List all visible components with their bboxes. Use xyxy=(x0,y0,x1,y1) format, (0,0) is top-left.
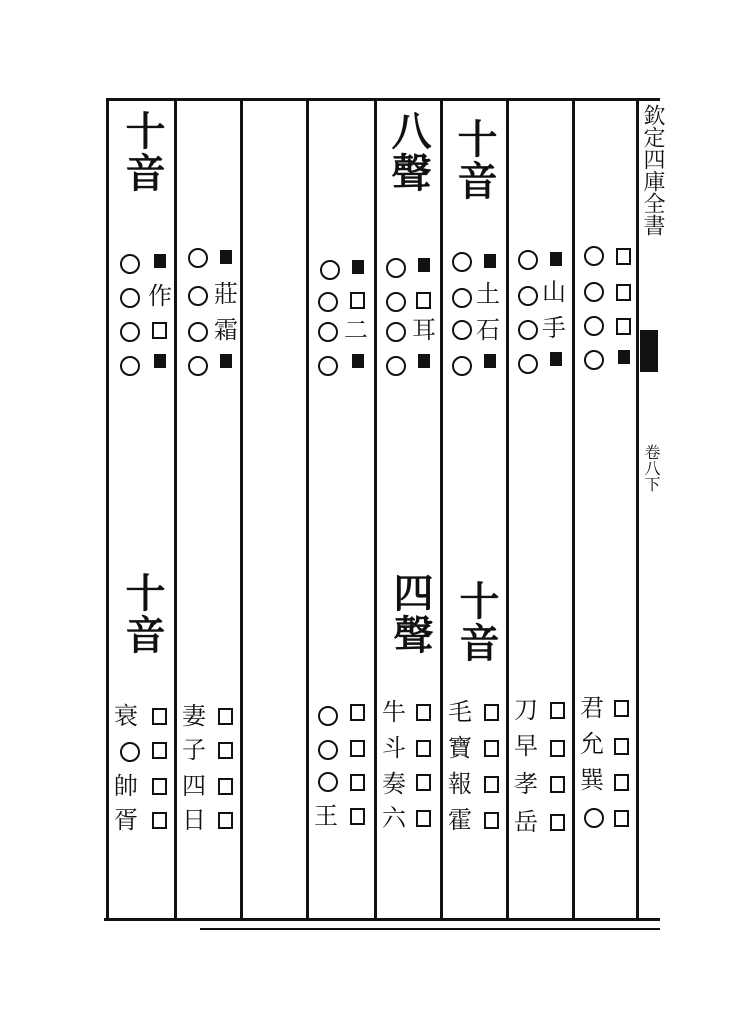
circle-mark xyxy=(386,322,406,342)
open-square xyxy=(350,740,365,757)
open-square xyxy=(152,778,167,795)
open-square xyxy=(614,774,629,791)
char: 石 xyxy=(476,316,500,344)
char: 二 xyxy=(344,316,368,344)
filled-square xyxy=(484,254,496,268)
open-square xyxy=(218,742,233,759)
open-square xyxy=(416,774,431,791)
open-square xyxy=(550,776,565,793)
open-square xyxy=(550,814,565,831)
char: 霜 xyxy=(214,316,238,344)
circle-mark xyxy=(584,316,604,336)
circle-mark xyxy=(120,322,140,342)
circle-mark xyxy=(320,260,340,280)
circle-mark xyxy=(120,254,140,274)
circle-mark xyxy=(518,286,538,306)
column-rule xyxy=(240,98,243,920)
char: 耳 xyxy=(412,316,436,344)
open-square xyxy=(416,704,431,721)
char: 山 xyxy=(542,278,566,306)
filled-square xyxy=(154,354,166,368)
open-square xyxy=(484,776,499,793)
char: 允 xyxy=(580,730,604,758)
char: 四 xyxy=(182,772,206,800)
char: 岳 xyxy=(514,808,538,836)
heading-col4-bottom: 四聲 xyxy=(387,572,434,656)
circle-mark xyxy=(318,322,338,342)
open-square xyxy=(616,248,631,265)
char: 衰 xyxy=(114,702,138,730)
filled-square xyxy=(550,252,562,266)
heading-col5-bottom: 十音 xyxy=(453,580,500,664)
open-square xyxy=(218,812,233,829)
char: 莊 xyxy=(214,280,238,308)
filled-square xyxy=(352,354,364,368)
circle-mark xyxy=(584,282,604,302)
open-square xyxy=(614,700,629,717)
char: 寶 xyxy=(448,734,472,762)
column-rule xyxy=(506,98,509,920)
open-square xyxy=(614,810,629,827)
circle-mark xyxy=(188,322,208,342)
heading-col5-top: 十音 xyxy=(451,118,498,202)
open-square xyxy=(416,810,431,827)
top-border xyxy=(108,98,660,101)
circle-mark xyxy=(318,706,338,726)
open-square xyxy=(152,742,167,759)
column-rule xyxy=(572,98,575,920)
open-square xyxy=(484,812,499,829)
circle-mark xyxy=(188,356,208,376)
open-square xyxy=(218,778,233,795)
column-rule xyxy=(306,98,309,920)
filled-square xyxy=(154,254,166,268)
volume-note: 卷八下 xyxy=(642,444,661,492)
open-square xyxy=(416,292,431,309)
filled-square xyxy=(418,258,430,272)
char: 早 xyxy=(514,732,538,760)
open-square xyxy=(484,740,499,757)
char: 毛 xyxy=(448,698,472,726)
char: 日 xyxy=(182,806,206,834)
circle-mark xyxy=(452,252,472,272)
char: 子 xyxy=(182,736,206,764)
column-rule xyxy=(106,98,109,920)
open-square xyxy=(152,812,167,829)
filled-square xyxy=(484,354,496,368)
circle-mark xyxy=(452,356,472,376)
circle-mark xyxy=(584,350,604,370)
column-rule xyxy=(374,98,377,920)
char: 報 xyxy=(448,770,472,798)
char: 六 xyxy=(382,804,406,832)
circle-mark xyxy=(120,742,140,762)
char: 王 xyxy=(314,802,338,830)
circle-mark xyxy=(584,246,604,266)
bottom-border-inner xyxy=(200,928,660,930)
circle-mark xyxy=(452,320,472,340)
char: 孝 xyxy=(514,770,538,798)
circle-mark xyxy=(188,248,208,268)
filled-square xyxy=(352,260,364,274)
char: 霍 xyxy=(448,806,472,834)
margin-title: 欽定四庫全書 xyxy=(640,104,665,236)
circle-mark xyxy=(386,356,406,376)
circle-mark xyxy=(518,354,538,374)
open-square xyxy=(350,774,365,791)
heading-col1-top: 十音 xyxy=(119,110,166,194)
bottom-border xyxy=(104,918,660,921)
heading-col1-bottom: 十音 xyxy=(119,572,166,656)
fishtail-mark xyxy=(640,330,658,372)
char: 刀 xyxy=(514,696,538,724)
circle-mark xyxy=(452,288,472,308)
filled-square xyxy=(220,250,232,264)
open-square xyxy=(550,740,565,757)
open-square xyxy=(152,708,167,725)
char: 妻 xyxy=(182,702,206,730)
circle-mark xyxy=(318,740,338,760)
circle-mark xyxy=(518,250,538,270)
char: 君 xyxy=(580,694,604,722)
circle-mark xyxy=(188,286,208,306)
open-square xyxy=(416,740,431,757)
circle-mark xyxy=(584,808,604,828)
open-square xyxy=(350,292,365,309)
char: 奏 xyxy=(382,770,406,798)
open-square xyxy=(616,318,631,335)
circle-mark xyxy=(386,292,406,312)
char: 巽 xyxy=(580,766,604,794)
char: 作 xyxy=(148,282,172,310)
char: 帥 xyxy=(114,772,138,800)
filled-square xyxy=(220,354,232,368)
circle-mark xyxy=(318,292,338,312)
char: 牛 xyxy=(382,698,406,726)
circle-mark xyxy=(386,258,406,278)
open-square xyxy=(614,738,629,755)
open-square xyxy=(350,704,365,721)
char: 土 xyxy=(476,280,500,308)
char: 手 xyxy=(542,314,566,342)
filled-square xyxy=(618,350,630,364)
filled-square xyxy=(550,352,562,366)
circle-mark xyxy=(318,356,338,376)
open-square xyxy=(218,708,233,725)
circle-mark xyxy=(518,320,538,340)
open-square xyxy=(550,702,565,719)
circle-mark xyxy=(318,772,338,792)
open-square xyxy=(616,284,631,301)
heading-col4-top: 八聲 xyxy=(385,110,432,194)
char: 胥 xyxy=(114,806,138,834)
open-square xyxy=(484,704,499,721)
column-rule xyxy=(636,98,639,920)
column-rule xyxy=(440,98,443,920)
open-square xyxy=(350,808,365,825)
char: 斗 xyxy=(382,734,406,762)
circle-mark xyxy=(120,288,140,308)
circle-mark xyxy=(120,356,140,376)
column-rule xyxy=(174,98,177,920)
filled-square xyxy=(418,354,430,368)
open-square xyxy=(152,322,167,339)
